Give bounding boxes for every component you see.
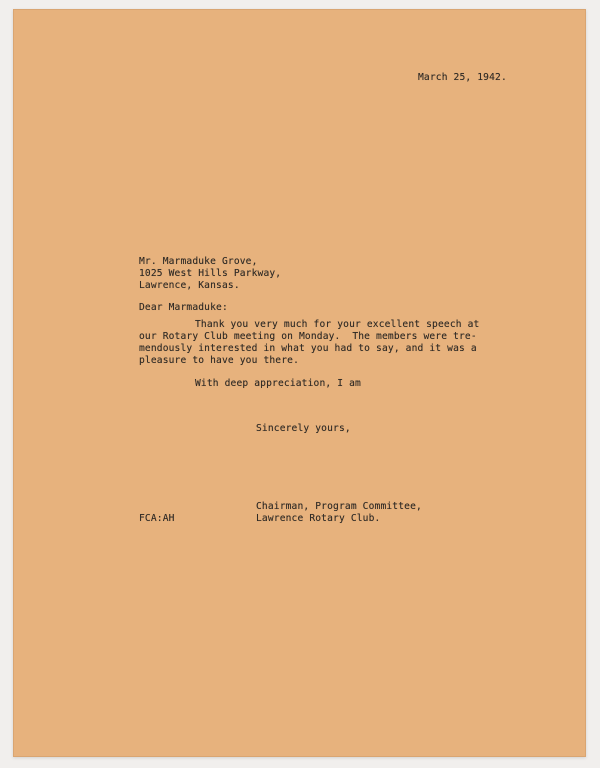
body-line-1: Thank you very much for your excellent speech at: [195, 319, 480, 330]
salutation: Dear Marmaduke:: [139, 302, 228, 313]
body-line-3: mendously interested in what you had to say, and it was a: [139, 343, 477, 354]
recipient-name: Mr. Marmaduke Grove,: [139, 256, 258, 267]
signature-organization: Lawrence Rotary Club.: [256, 513, 381, 524]
body-line-2: our Rotary Club meeting on Monday. The members were tre-: [139, 331, 477, 342]
closing-remark: With deep appreciation, I am: [195, 378, 361, 389]
letter-page: [13, 9, 586, 757]
recipient-city: Lawrence, Kansas.: [139, 280, 240, 291]
recipient-street: 1025 West Hills Parkway,: [139, 268, 282, 279]
letter-date: March 25, 1942.: [418, 72, 507, 83]
signature-title: Chairman, Program Committee,: [256, 501, 422, 512]
typist-initials: FCA:AH: [139, 513, 175, 524]
body-line-4: pleasure to have you there.: [139, 355, 299, 366]
closing: Sincerely yours,: [256, 423, 351, 434]
